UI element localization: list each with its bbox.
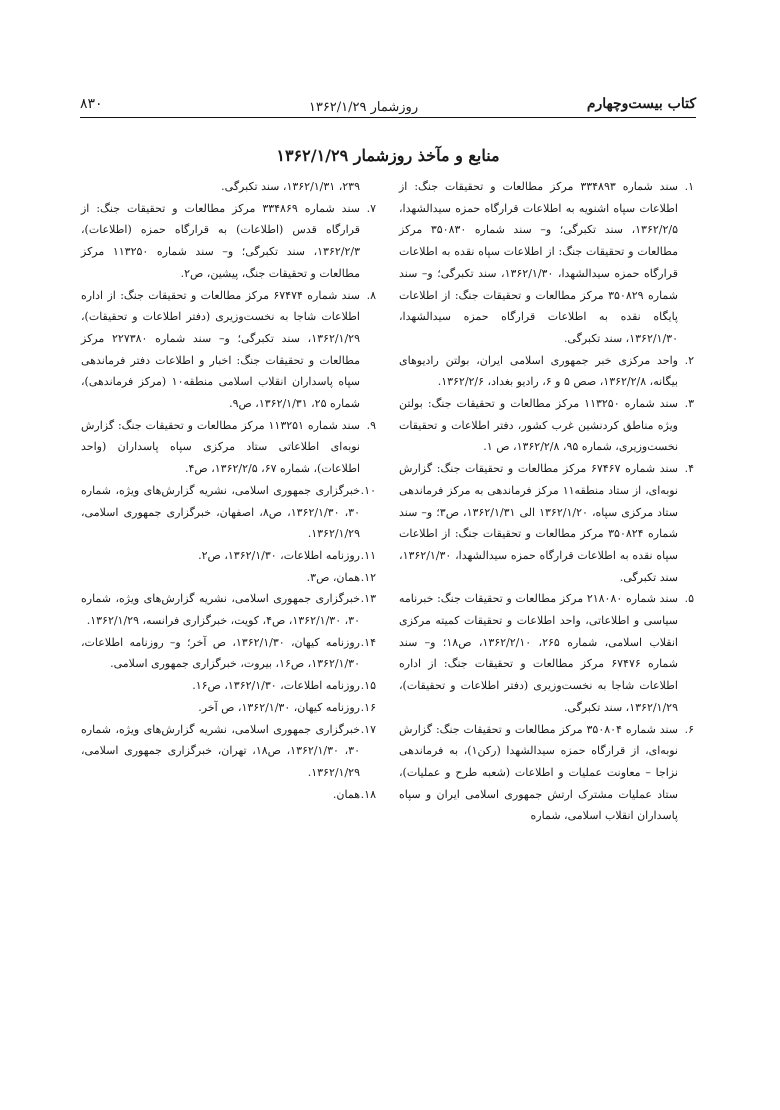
reference-number: ۵. [684, 592, 694, 606]
reference-item [399, 176, 694, 350]
reference-text: سند شماره ۲۱۸۰۸۰ مرکز مطالعات و تحقیقات جنگ: خبرنامه سیاسی و اطلاعاتی، واحد اطلاعات و تحقیقات کمیته مرکزی انقلاب اسلامی، شماره ۲۶۵، ۱۳۶۲/۲/۱۰، ص۱۸؛ و– سند شماره ۶۷۴۷۶ مرکز مطالعات و تحقیقات جنگ: از اداره اطلاعات شاجا به نخست‌وزیری (دفتر اطلاعات و تحقیقات)، ۱۳۶۲/۱/۲۹، سند تکبرگی. [399, 592, 678, 714]
reference-number: ۱. [684, 180, 694, 193]
reference-text: سند شماره ۳۳۴۸۹۳ مرکز مطالعات و تحقیقات جنگ: از اطلاعات سپاه اشنویه به اطلاعات قرارگاه حمزه سیدالشهدا، ۱۳۶۲/۲/۵، سند تکبرگی؛ و– سند شماره ۳۵۰۸۳۰ مرکز مطالعات و تحقیقات جنگ: از اطلاعات سپاه نقده به اطلاعات قرارگاه حمزه سیدالشهدا، ۱۳۶۲/۱/۳۰، سند تکبرگی؛ و– سند شماره ۳۵۰۸۲۹ مرکز مطالعات و تحقیقات جنگ: از اطلاعات پایگاه نقده به اطلاعات قرارگاه حمزه سیدالشهدا، ۱۳۶۲/۱/۳۰، سند تکبرگی. [399, 180, 678, 345]
reference-number: ۶. [684, 722, 694, 736]
page-number: ۸۳۰ [80, 96, 103, 112]
reference-text: روزنامه کیهان، ۱۳۶۲/۱/۳۰، ص آخر. [198, 700, 360, 714]
reference-text: سند شماره ۳۳۴۸۶۹ مرکز مطالعات و تحقیقات جنگ: از قرارگاه قدس (اطلاعات) به قرارگاه حمزه (اطلاعات)، ۱۳۶۲/۲/۳، سند تکبرگی؛ و– سند شماره ۱۱۳۲۵۰ مرکز مطالعات و تحقیقات جنگ، پیشین، ص۲. [81, 201, 360, 280]
reference-item [81, 545, 376, 567]
reference-number: ۱۲. [360, 570, 376, 584]
reference-number: ۷. [366, 201, 376, 215]
reference-number: ۴. [684, 462, 694, 476]
reference-item [399, 719, 694, 828]
reference-item [81, 784, 376, 806]
book-title: کتاب بیست‌وچهارم [586, 96, 696, 112]
reference-number: ۸. [366, 288, 376, 302]
reference-text: سند شماره ۶۷۴۶۷ مرکز مطالعات و تحقیقات جنگ: گزارش نوبه‌ای، از ستاد منطقه۱۱ مرکز فرماندهی به مرکز فرماندهی ستاد مرکزی سپاه، ۱۳۶۲/۱/۲۰ الی ۱۳۶۲/۱/۳۱، ص۳؛ و– سند شماره ۳۵۰۸۲۴ مرکز مطالعات و تحقیقات جنگ: از اطلاعات سپاه نقده به اطلاعات قرارگاه حمزه سیدالشهدا، ۱۳۶۲/۱/۳۰، سند تکبرگی. [399, 462, 679, 584]
reference-item [399, 588, 694, 718]
reference-text: همان، ص۳. [306, 570, 360, 584]
reference-item [81, 588, 376, 631]
reference-number: ۱۷. [360, 722, 376, 736]
reference-number: ۱۰. [360, 483, 376, 497]
reference-item [399, 393, 694, 458]
reference-text: همان. [332, 787, 360, 801]
reference-item [81, 675, 376, 697]
reference-item [81, 415, 376, 480]
reference-text: سند شماره ۱۱۳۲۵۱ مرکز مطالعات و تحقیقات جنگ: گزارش نوبه‌ای اطلاعاتی ستاد مرکزی سپاه پاسداران (واحد اطلاعات)، شماره ۶۷، ۱۳۶۲/۲/۵، ص۴. [81, 418, 360, 476]
reference-item [81, 480, 376, 545]
reference-number: ۱۳. [360, 592, 376, 606]
reference-item [81, 198, 376, 285]
reference-number: ۹. [366, 418, 376, 432]
left-column [81, 176, 376, 805]
reference-number: ۳. [684, 397, 694, 411]
reference-text: واحد مرکزی خبر جمهوری اسلامی ایران، بولتن رادیوهای بیگانه، ۱۳۶۲/۲/۸، صص ۵ و ۶، رادیو بغداد، ۱۳۶۲/۲/۶. [399, 353, 678, 389]
reference-text: خبرگزاری جمهوری اسلامی، نشریه گزارش‌های ویژه، شماره ۳۰، ۱۳۶۲/۱/۳۰، ص۱۸، تهران، خبرگزاری جمهوری اسلامی، ۱۳۶۲/۱/۲۹. [81, 722, 360, 779]
reference-number: ۱۱. [360, 548, 376, 562]
section-title: منابع و مآخذ روزشمار ۱۳۶۲/۱/۲۹ [276, 146, 500, 165]
reference-item [81, 285, 376, 415]
reference-text: سند شماره ۶۷۴۷۴ مرکز مطالعات و تحقیقات جنگ: از اداره اطلاعات شاجا به نخست‌وزیری (دفتر اطلاعات و تحقیقات)، ۱۳۶۲/۱/۲۹، سند تکبرگی؛ و– سند شماره ۲۲۷۳۸۰ مرکز مطالعات و تحقیقات جنگ: اخبار و اطلاعات دفتر فرماندهی سپاه پاسداران انقلاب اسلامی منطقه۱۰ (مرکز فرماندهی)، شماره ۲۵، ۱۳۶۲/۱/۳۱، ص۹. [81, 288, 360, 411]
reference-continuation: ۲۳۹، ۱۳۶۲/۱/۳۱، سند تکبرگی. [221, 180, 360, 193]
header-rule [80, 117, 696, 118]
reference-item [399, 458, 694, 588]
reference-item [81, 697, 376, 719]
reference-number: ۲. [684, 353, 694, 367]
reference-text: روزنامه اطلاعات، ۱۳۶۲/۱/۳۰، ص۲. [198, 548, 360, 562]
reference-number: ۱۶. [360, 700, 376, 714]
date-label: روزشمار ۱۳۶۲/۱/۲۹ [301, 100, 426, 118]
reference-item [81, 632, 376, 675]
reference-text: سند شماره ۳۵۰۸۰۴ مرکز مطالعات و تحقیقات جنگ: گزارش نوبه‌ای، از قرارگاه حمزه سیدالشهدا (رکن۱)، به فرماندهی نزاجا – معاونت عملیات و اطلاعات (شعبه طرح و عملیات)، ستاد عملیات مشترک ارتش جمهوری اسلامی ایران و سپاه پاسداران انقلاب اسلامی، شماره [399, 722, 678, 823]
reference-text: روزنامه اطلاعات، ۱۳۶۲/۱/۳۰، ص۱۶. [192, 679, 360, 693]
reference-text: روزنامه کیهان، ۱۳۶۲/۱/۳۰، ص آخر؛ و– روزنامه اطلاعات، ۱۳۶۲/۱/۳۰، ص۱۶، بیروت، خبرگزاری جمهوری اسلامی. [81, 635, 360, 671]
reference-number: ۱۴. [360, 635, 376, 649]
reference-text: سند شماره ۱۱۳۲۵۰ مرکز مطالعات و تحقیقات جنگ: بولتن ویژه مناطق کردنشین غرب کشور، دفتر اطلاعات و تحقیقات نخست‌وزیری، شماره ۹۵، ۱۳۶۲/۲/۸، ص ۱. [399, 397, 678, 454]
reference-number: ۱۸. [360, 787, 376, 801]
reference-number: ۱۵. [360, 679, 376, 693]
reference-item [399, 350, 694, 393]
reference-text: خبرگزاری جمهوری اسلامی، نشریه گزارش‌های ویژه، شماره ۳۰، ۱۳۶۲/۱/۳۰، ص۴، کویت، خبرگزاری فرانسه، ۱۳۶۲/۱/۲۹. [81, 592, 360, 628]
reference-item [81, 719, 376, 784]
reference-text: خبرگزاری جمهوری اسلامی، نشریه گزارش‌های ویژه، شماره ۳۰، ۱۳۶۲/۱/۳۰، ص۸، اصفهان، خبرگزاری جمهوری اسلامی، ۱۳۶۲/۱/۲۹. [81, 483, 360, 541]
right-column [399, 176, 694, 827]
reference-item [81, 567, 376, 589]
